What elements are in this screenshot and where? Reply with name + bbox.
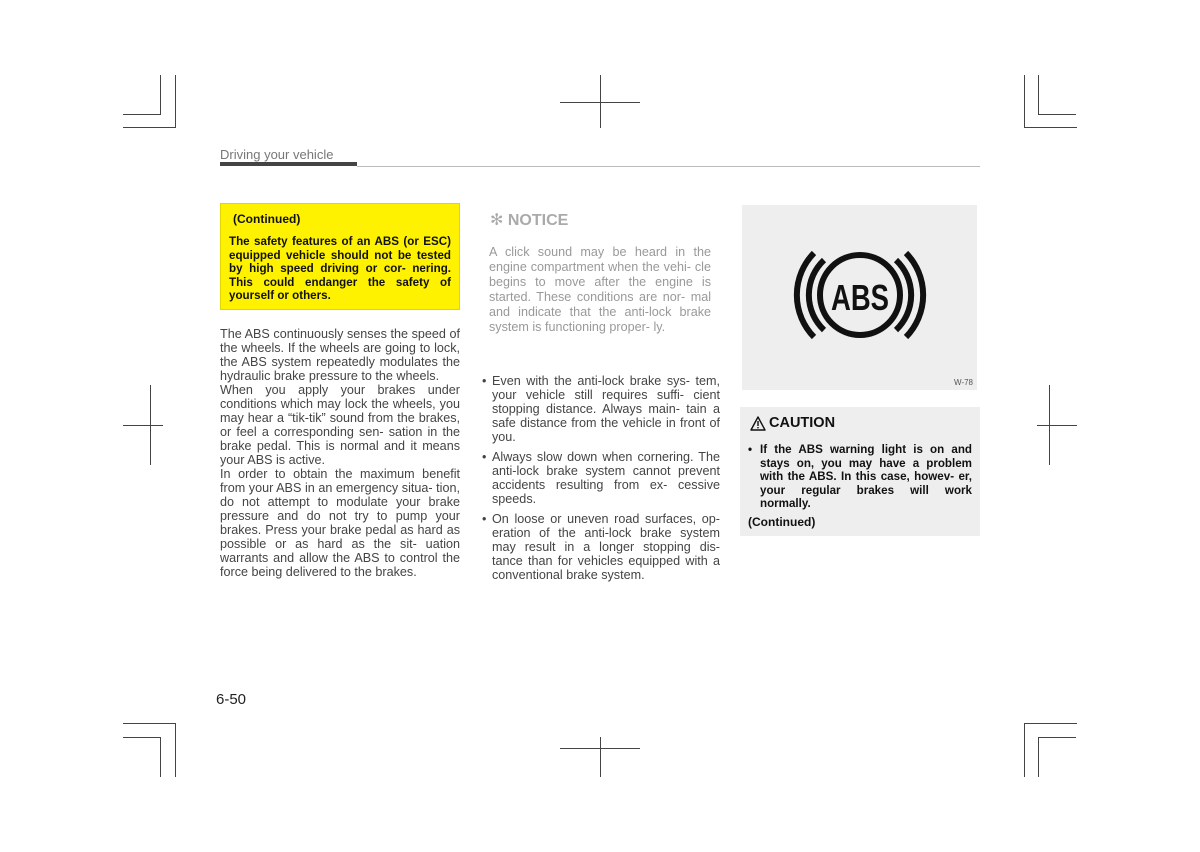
section-title: Driving your vehicle — [220, 147, 334, 162]
header-rule — [357, 166, 980, 167]
caution-continued-label: (Continued) — [748, 514, 816, 529]
list-item-text: On loose or uneven road surfaces, op- eration of the anti-lock brake system may result in a longer stopping dis- tance than for vehicles equipped with a conventional brake system. — [492, 512, 720, 582]
caution-title-text: CAUTION — [769, 415, 836, 431]
middle-bullet-list — [482, 374, 720, 588]
caution-box — [740, 407, 980, 536]
abs-symbol-text: ABS — [831, 277, 889, 318]
paragraph: In order to obtain the maximum benefit from your ABS in an emergency situa- tion, do not attempt to modulate your brake pressure and do not try to pump your brakes. Press your brake pedal as hard as possible or as hard as the sit- uation warrants and allow the ABS to control the force being delivered to the brakes. — [220, 467, 460, 579]
notice-star-icon: ✻ — [490, 212, 504, 229]
list-item — [482, 374, 720, 444]
notice-text: A click sound may be heard in the engine compartment when the vehi- cle begins to move after the engine is started. These conditions are nor- mal and indicate that the anti-lock brake system is functioning proper- ly. — [489, 245, 711, 334]
list-item-text: Even with the anti-lock brake sys- tem, your vehicle still requires suffi- cient stopping distance. Always main- tain a safe distance from the vehicle in front of you. — [492, 374, 720, 444]
page-number: 6-50 — [216, 691, 247, 708]
caution-title — [750, 415, 972, 431]
bullet-icon: • — [482, 374, 487, 388]
abs-warning-light-icon — [742, 205, 977, 390]
header-bar — [220, 162, 357, 166]
paragraph: When you apply your brakes under conditions which may lock the wheels, you may hear a “tik-tik” sound from the brakes, or feel a corresponding sen- sation in the brake pedal. This is normal and it means your ABS is active. — [220, 383, 460, 467]
caution-list-item — [748, 443, 972, 511]
image-code: W-78 — [954, 378, 973, 387]
list-item — [482, 512, 720, 582]
bullet-icon: • — [482, 512, 487, 526]
list-item-text: Always slow down when cornering. The anti-lock brake system cannot prevent accidents resulting from ex- cessive speeds. — [492, 450, 720, 506]
warning-triangle-icon — [750, 416, 766, 431]
bullet-icon: • — [748, 443, 753, 456]
paragraph: The ABS continuously senses the speed of the wheels. If the wheels are going to lock, the ABS system repeatedly modulates the hydraulic brake pressure to the wheels. — [220, 327, 460, 383]
warning-text: The safety features of an ABS (or ESC) equipped vehicle should not be tested by high speed driving or cor- nering. This could endanger the safety of yourself or others. — [229, 235, 451, 303]
abs-illustration — [742, 205, 977, 390]
caution-text: If the ABS warning light is on and stays on, you may have a problem with the ABS. In this case, howev- er, your regular brakes will work normally. — [760, 443, 972, 511]
notice-title — [490, 210, 568, 230]
notice-title-text: NOTICE — [507, 212, 569, 229]
bullet-icon: • — [482, 450, 487, 464]
left-column — [220, 327, 460, 579]
warning-continued-label: (Continued) — [233, 212, 301, 226]
list-item — [482, 450, 720, 506]
warning-box — [220, 203, 460, 310]
